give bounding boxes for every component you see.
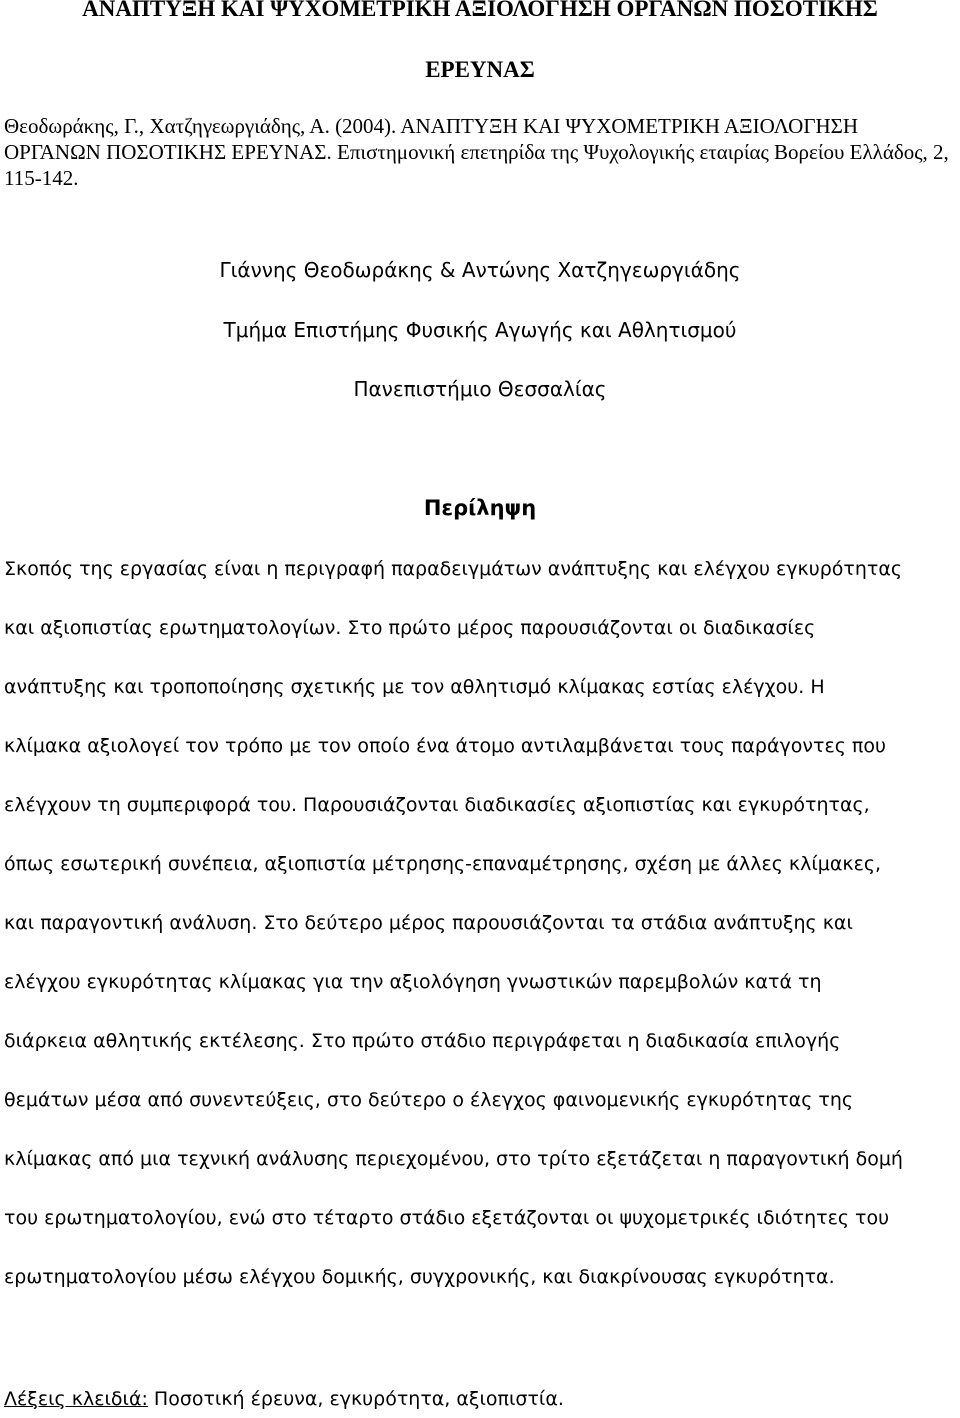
keywords	[4, 1385, 564, 1413]
citation: Θεοδωράκης, Γ., Χατζηγεωργιάδης, Α. (2004). ΑΝΑΠΤΥΞΗ ΚΑΙ ΨΥΧΟΜΕΤΡΙΚΗ ΑΞΙΟΛΟΓΗΣΗ ΟΡΓΑΝΩΝ ΠΟΣΟΤΙΚΗΣ ΕΡΕΥΝΑΣ. Επιστημονική επετηρίδα της Ψυχολογικής εταιρίας Βορείου Ελλάδος, 2, 115-142.	[4, 114, 949, 190]
document-title-line-1: ΑΝΑΠΤΥΞΗ ΚΑΙ ΨΥΧΟΜΕΤΡΙΚΗ ΑΞΙΟΛΟΓΗΣΗ ΟΡΓΑΝΩΝ ΠΟΣΟΤΙΚΗΣ	[82, 0, 878, 21]
abstract-line: ερωτηματολογίου μέσω ελέγχου δομικής, συγχρονικής, και διακρίνουσας εγκυρότητα.	[4, 1266, 835, 1288]
abstract-line: όπως εσωτερική συνέπεια, αξιοπιστία μέτρησης-επαναμέτρησης, σχέση με άλλες κλίμακες,	[4, 853, 882, 875]
department: Τμήμα Επιστήμης Φυσικής Αγωγής και Αθλητισμού	[223, 318, 737, 342]
abstract-line: κλίμακα αξιολογεί τον τρόπο με τον οποίο ένα άτομο αντιλαμβάνεται τους παράγοντες που	[4, 735, 886, 757]
keywords-label: Λέξεις κλειδιά:	[4, 1388, 148, 1410]
abstract-line: θεμάτων μέσα από συνεντεύξεις, στο δεύτερο ο έλεγχος φαινομενικής εγκυρότητας της	[4, 1089, 854, 1111]
abstract-line: και παραγοντική ανάλυση. Στο δεύτερο μέρος παρουσιάζονται τα στάδια ανάπτυξης και	[4, 912, 853, 934]
abstract-body	[4, 553, 958, 1320]
abstract-heading: Περίληψη	[423, 496, 537, 520]
abstract-line: ανάπτυξης και τροποποίησης σχετικής με τον αθλητισμό κλίμακας εστίας ελέγχου. Η	[4, 676, 825, 698]
document-title-line-2: ΕΡΕΥΝΑΣ	[425, 57, 535, 82]
university: Πανεπιστήμιο Θεσσαλίας	[353, 377, 607, 401]
abstract-line: του ερωτηματολογίου, ενώ στο τέταρτο στάδιο εξετάζονται οι ψυχομετρικές ιδιότητες του	[4, 1207, 890, 1229]
abstract-line: και αξιοπιστίας ερωτηματολογίων. Στο πρώτο μέρος παρουσιάζονται οι διαδικασίες	[4, 617, 816, 639]
abstract-line: ελέγχουν τη συμπεριφορά του. Παρουσιάζονται διαδικασίες αξιοπιστίας και εγκυρότητας,	[4, 794, 870, 816]
abstract-line: ελέγχου εγκυρότητας κλίμακας για την αξιολόγηση γνωστικών παρεμβολών κατά τη	[4, 971, 822, 993]
abstract-line: Σκοπός της εργασίας είναι η περιγραφή παραδειγμάτων ανάπτυξης και ελέγχου εγκυρότητας	[4, 558, 903, 580]
abstract-line: κλίμακας από μια τεχνική ανάλυσης περιεχομένου, στο τρίτο εξετάζεται η παραγοντική δομή	[4, 1148, 903, 1170]
abstract-line: διάρκεια αθλητικής εκτέλεσης. Στο πρώτο στάδιο περιγράφεται η διαδικασία επιλογής	[4, 1030, 841, 1052]
keywords-value: Ποσοτική έρευνα, εγκυρότητα, αξιοπιστία.	[147, 1388, 564, 1410]
authors: Γιάννης Θεοδωράκης & Αντώνης Χατζηγεωργιάδης	[219, 258, 741, 282]
